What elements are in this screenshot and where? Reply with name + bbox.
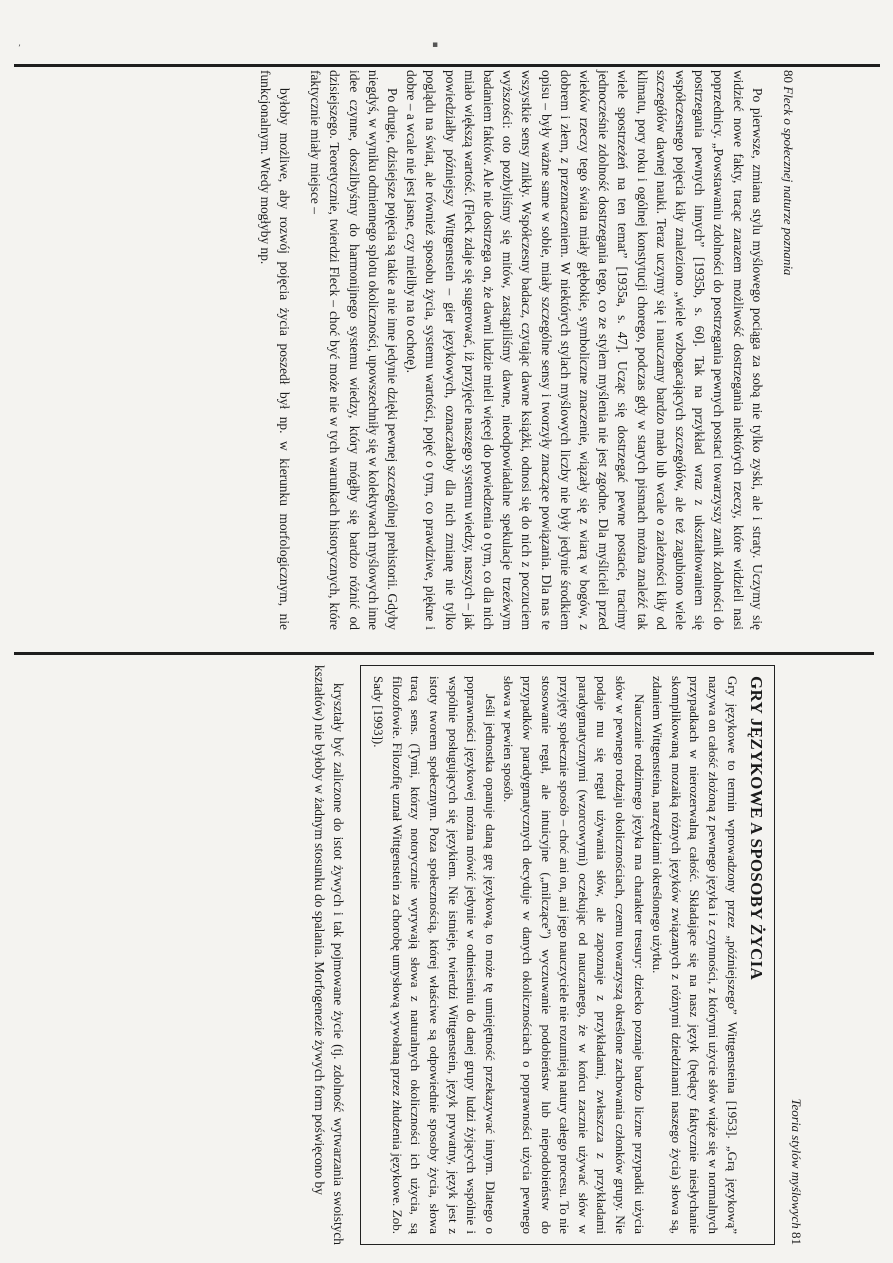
running-head-title: Fleck o społecznej naturze poznania (781, 86, 796, 276)
running-head-right (787, 665, 806, 1245)
sidebar-box (360, 665, 775, 1245)
paragraph-continuation: byłoby możliwe, aby rozwój pojęcia życia poszedł był np. w kierunku morfologicznym, nie funkcjonalnym. Wtedy mogłyby np. (257, 70, 292, 630)
page-80 (94, 70, 798, 630)
running-head-title: Teoria stylów myślowych (789, 1098, 804, 1229)
page-number: 80 (781, 70, 796, 83)
paragraph: Po drugie, dzisiejsze pojęcia są takie a nie inne jedynie dzięki pewnej szczególnej prehistorii. Gdyby niegdyś, w wyniku odmiennego splotu okoliczności, upowszechniły się w kolektywach myślowych inne idee czynne, doszlibyśmy do harmonijnego systemu wiedzy, który mógłby się bardzo różnić od dzisiejszego. Teoretycznie, twierdzi Fleck – choć być może nie w tych warunkach historycznych, które faktycznie miały miejsce – (308, 70, 400, 630)
top-page-rule (14, 64, 880, 67)
page-divider-rule (14, 652, 874, 655)
running-head-left (779, 70, 798, 630)
box-paragraph: Gry językowe to termin wprowadzony przez „późniejszego” Wittgensteina [1953]. „Grą językową” nazywa on całość złożoną z pewnego języka i z czynności, z którymi użycie słów wiąże się w normalnych przypadkach w nierozerwalną całość. Składające się na nasz język (będący faktycznie niesłychanie skomplikowaną mozaiką różnych języków związanych z różnymi dziedzinami naszego życia) słowa są, zdaniem Wittgensteina, narzędziami określonego użytku. (650, 676, 740, 1234)
paragraph-after-box: kryształy być zaliczone do istot żywych i tak pojmowane życie (tj. zdolność wytwarzania swoistych kształtów) nie byłoby w żadnym stosunku do spalania. Morfogenezie żywych form poświęcono by (311, 665, 346, 1245)
box-heading: GRY JĘZYKOWE A SPOSOBY ŻYCIA (746, 676, 766, 981)
scan-mark: ʼ (18, 44, 21, 54)
page-number: 81 (789, 1232, 804, 1245)
page-81 (86, 665, 806, 1245)
box-paragraph: Nauczanie rodzimego języka ma charakter tresury: dziecko poznaje bardzo liczne przypadki użycia słów w pewnego rodzaju okolicznościach, czemu towarzyszą określone zachowania członków grupy. Nie podaje mu się reguł używania słów, ale zapoznaje z przykładami, zwłaszcza z przykładami paradygmatycznymi (wzorcowymi) oczekując od nauczanego, że w końcu zacznie używać słów w przyjęty społecznie sposób – choć ani on, ani jego nauczyciele nie rozumieją natury całego procesu. To nie stosowanie reguł, ale intuicyjne („milczące”) wyczuwanie podobieństw lub niepodobieństw do przypadków paradygmatycznych decyduje w danych okolicznościach o poprawności użycia pewnego słowa w pewien sposób. (501, 676, 647, 1234)
box-paragraph: Jeśli jednostka opanuje daną grę językową, to może tę umiejętność przekazywać innym. Dlatego o poprawności językowej można mówić jedynie w odniesieniu do danej grupy ludzi żyjących wspólnie i wspólnie posługujących się językiem. Nie istnieje, twierdzi Wittgenstein, język prywatny, język jest z istoty tworem społecznym. Poza społecznością, której właściwe są odpowiednie sposoby życia, słowa tracą sens. (Tymi, którzy notorycznie wyrywają słowa z naturalnych okoliczności ich użycia, są filozofowie. Filozofię uznał Wittgenstein za chorobę umysłową wywołaną przez złudzenia językowe. Zob. Sady [1993]). (371, 676, 498, 1234)
paragraph: Po pierwsze, zmiana stylu myślowego pociąga za sobą nie tylko zyski, ale i straty. Uczymy się widzieć nowe fakty, tracąc zarazem możliwość dostrzegania niektórych rzeczy, które widzieli nasi poprzednicy. „Powstawaniu zdolności do postrzegania pewnych postaci towarzyszy zanik zdolności do postrzegania pewnych innych” [1935b, s. 60]. Tak na przykład wraz z ukształtowaniem się współczesnego pojęcia kiły znaleziono „wiele wzbogacających szczegółów, ale też zagubiono wiele szczegółów dawnej nauki. Teraz uczymy się i nauczamy bardzo mało lub wcale o zależności kiły od klimatu, pory roku i ogólnej konstytucji chorego, podczas gdy w starych pismach można znaleźć tak wiele spostrzeżeń na ten temat” [1935a, s. 47]. Ucząc się dostrzegać pewne postacie, tracimy jednocześnie zdolność dostrzegania tego, co ze stylem myślenia nie jest zgodne. Dla myślicieli przed wieków rzeczy tego świata miały głębokie, symboliczne znaczenie, wiązały się z wiarą w bogów, z dobrem i złem, z przeznaczeniem. W niektórych stylach myślowych liczby nie były jedynie środkiem opisu – były ważne same w sobie, miały szczególne sensy i tworzyły znaczące powiązania. Dla nas te wszystkie sensy znikły. Współczesny badacz, czytając dawne książki, odnosi się do nich z poczuciem wyższości: oto pozbyliśmy się mitów, zastąpiliśmy dawne, nieodpowiadalne spekulacje trzeźwym badaniem faktów. Ale nie dostrzega on, że dawni ludzie mieli więcej do powiedzenia o tym, co dla nich miało większą wartość. (Fleck zdaje się sugerować, iż przyjęcie naszego systemu wiedzy, naszych – jak powiedziałby późniejszy Wittgenstein – gier językowych, oznaczałoby dla nich zmianę nie tylko poglądu na świat, ale również sposobu życia, systemu wartości, pojęć o tym, co prawdziwe, piękne i dobre – a wcale nie jest jasne, czy mieliby na to ochotę). (404, 70, 765, 630)
scan-mark: ▪ (432, 40, 439, 50)
